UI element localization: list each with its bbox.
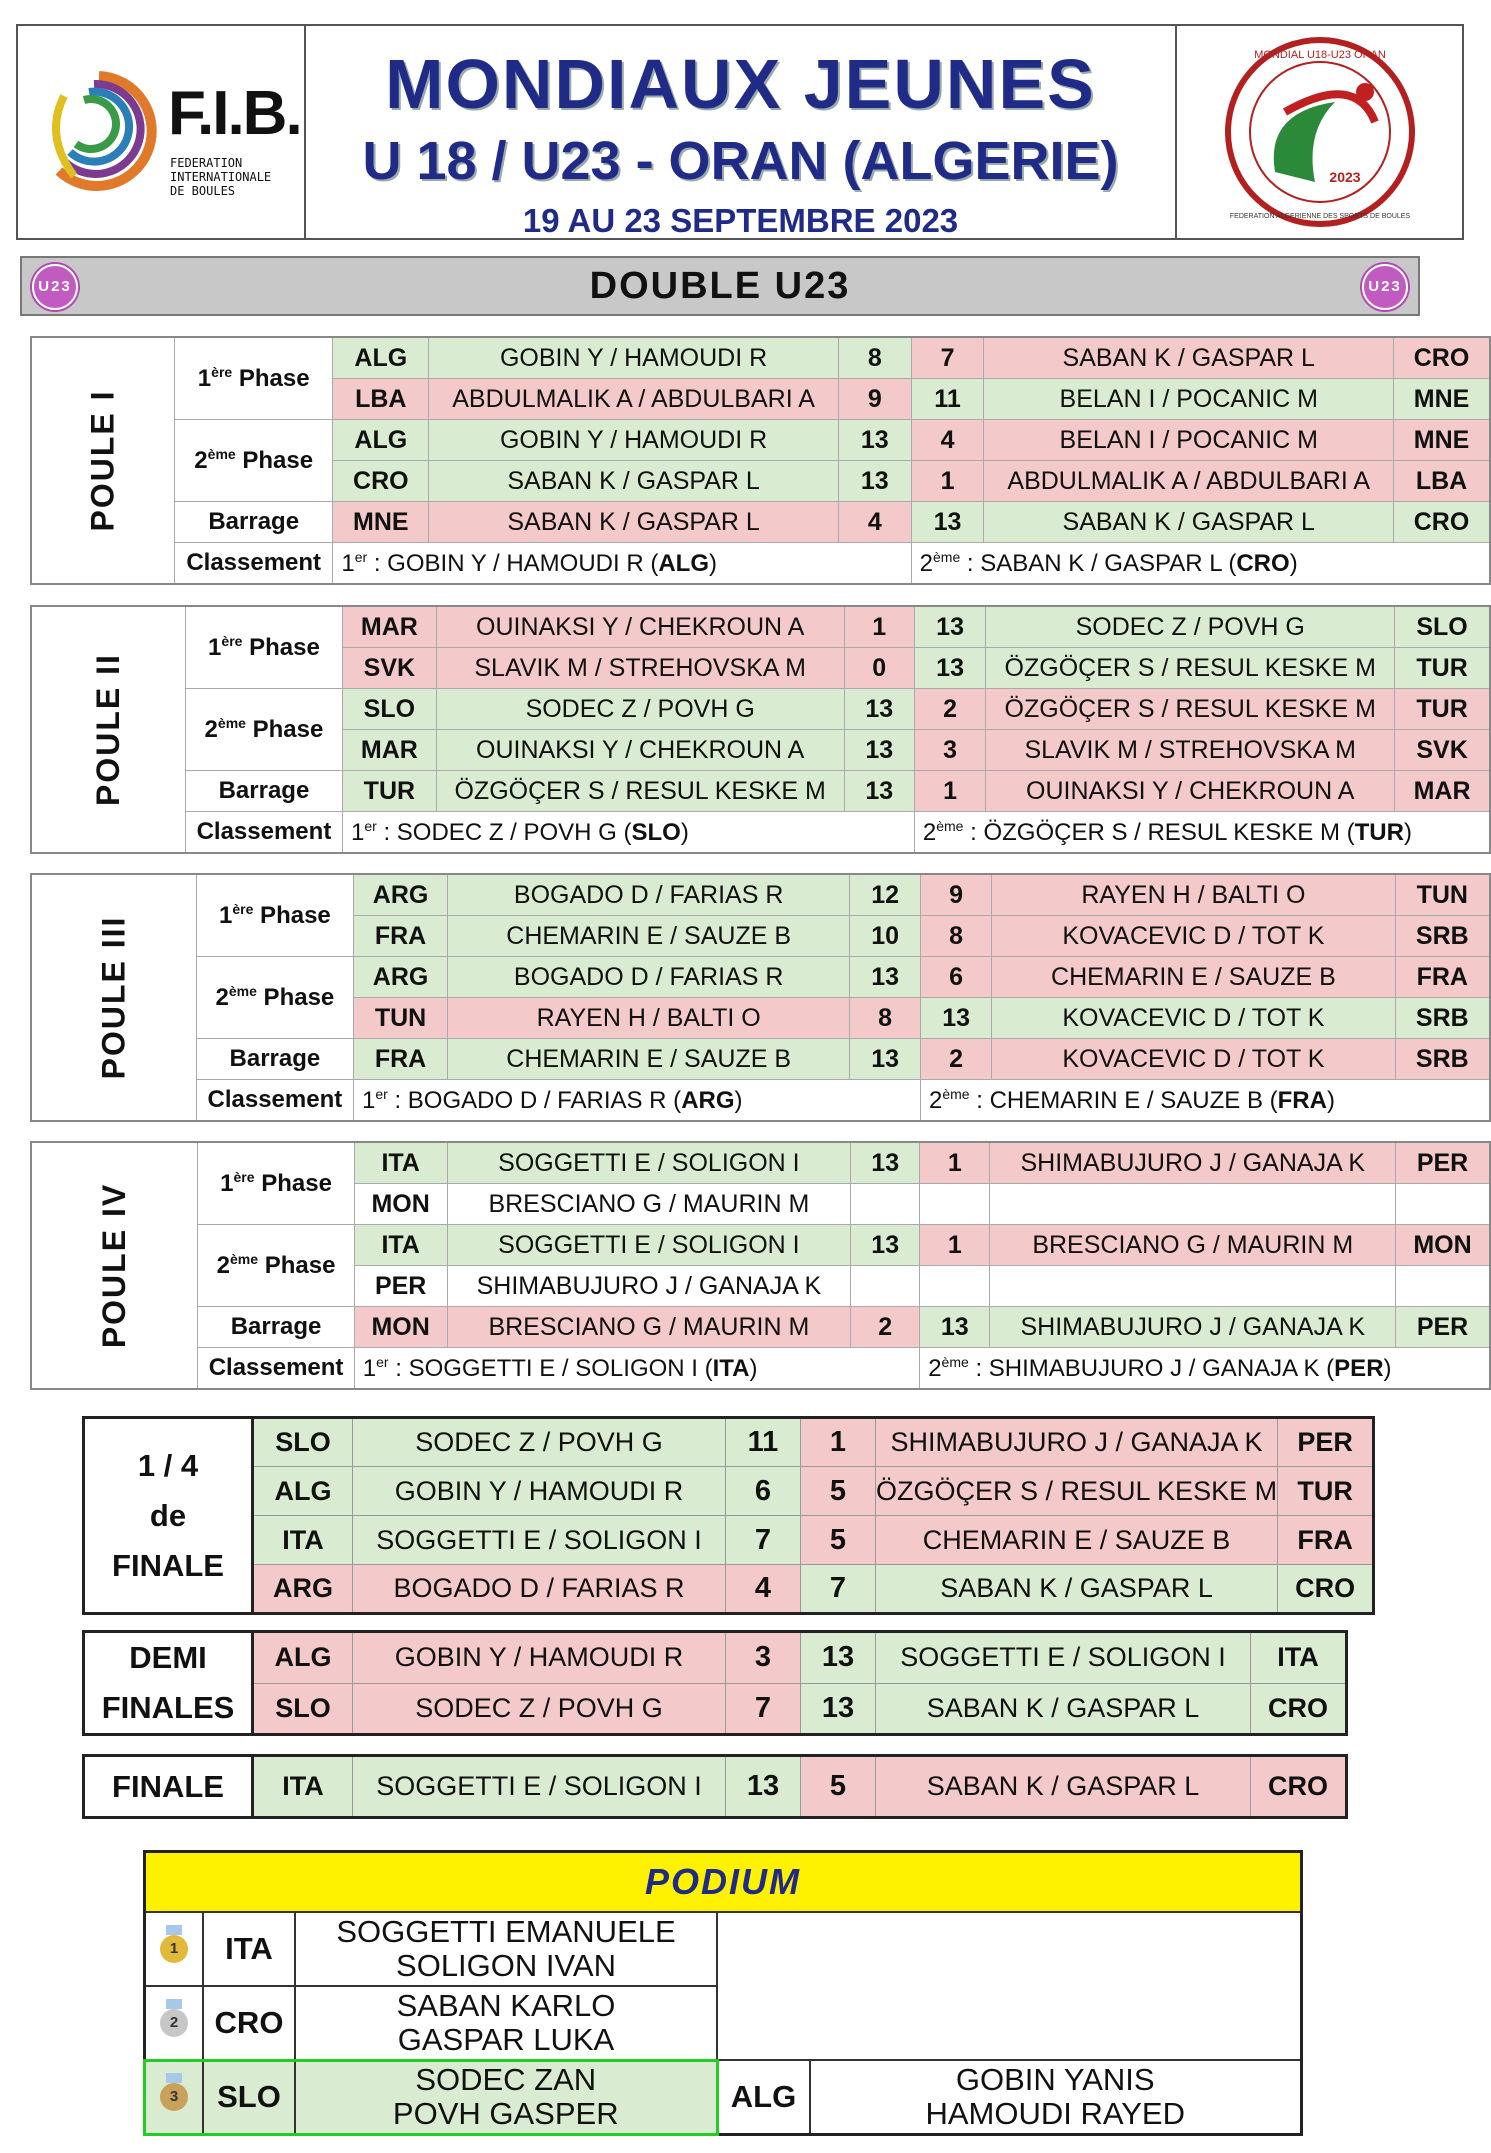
- team1-players: SHIMABUJURO J / GANAJA K: [447, 1266, 851, 1307]
- team1-country: LBA: [333, 379, 429, 420]
- round-label: 1 / 4 de FINALE: [84, 1418, 253, 1614]
- team1-country: ARG: [253, 1565, 353, 1614]
- team2-country: MNE: [1394, 379, 1490, 420]
- match-row: [84, 1516, 1374, 1565]
- team2-score: 1: [914, 771, 985, 812]
- team1-country: TUN: [353, 998, 447, 1039]
- event-logo-caption: MONDIAL U18-U23 ORAN: [1254, 49, 1386, 61]
- team1-country: MAR: [342, 606, 436, 648]
- team2-country: SRB: [1395, 998, 1490, 1039]
- team2-players: KOVACEVIC D / TOT K: [992, 998, 1395, 1039]
- team1-players: BOGADO D / FARIAS R: [448, 874, 850, 916]
- team2-players: RAYEN H / BALTI O: [992, 874, 1395, 916]
- match-row: [84, 1467, 1374, 1516]
- podium-country: CRO: [203, 1986, 295, 2060]
- final-table: [82, 1754, 1348, 1819]
- ranking-first: 1er : SOGGETTI E / SOLIGON I (ITA): [354, 1348, 919, 1390]
- team1-score: 2: [851, 1307, 920, 1348]
- team2-score: 1: [920, 1225, 990, 1266]
- team2-players: KOVACEVIC D / TOT K: [992, 1039, 1395, 1080]
- match-row: [84, 1632, 1347, 1684]
- team1-score: 10: [850, 916, 921, 957]
- ranking-first: 1er : GOBIN Y / HAMOUDI R (ALG): [333, 543, 911, 585]
- podium-row-gold: [145, 1912, 1302, 1986]
- team2-score: 1: [911, 461, 984, 502]
- team2-country: TUN: [1395, 874, 1490, 916]
- team1-players: RAYEN H / BALTI O: [448, 998, 850, 1039]
- team1-score: 13: [844, 730, 914, 771]
- team2-players: SABAN K / GASPAR L: [876, 1756, 1251, 1818]
- match-row: [31, 420, 1490, 461]
- team1-players: ÖZGÖÇER S / RESUL KESKE M: [436, 771, 844, 812]
- team1-score: 13: [726, 1756, 801, 1818]
- team2-score: 13: [914, 606, 985, 648]
- team1-score: 13: [844, 689, 914, 730]
- team1-country: SLO: [253, 1683, 353, 1735]
- phase-label: 2ème Phase: [175, 420, 333, 502]
- team1-score: [851, 1184, 920, 1225]
- team1-score: 7: [726, 1683, 801, 1735]
- category-title: DOUBLE U23: [589, 265, 851, 307]
- fib-logo-text: F.I.B.: [168, 79, 301, 148]
- team1-score: 0: [844, 648, 914, 689]
- match-row: [31, 337, 1490, 379]
- team1-country: ARG: [353, 874, 447, 916]
- team1-players: SOGGETTI E / SOLIGON I: [447, 1225, 851, 1266]
- team1-country: MON: [354, 1184, 447, 1225]
- team1-players: CHEMARIN E / SAUZE B: [448, 1039, 850, 1080]
- team1-score: 13: [844, 771, 914, 812]
- team2-score: [920, 1266, 990, 1307]
- team1-country: ARG: [353, 957, 447, 998]
- phase-label: 2ème Phase: [198, 1225, 354, 1307]
- event-logo-year: 2023: [1329, 169, 1361, 185]
- team1-country: ALG: [333, 420, 429, 461]
- team1-players: SABAN K / GASPAR L: [429, 502, 839, 543]
- team2-country: [1396, 1184, 1490, 1225]
- team1-score: 1: [844, 606, 914, 648]
- team1-score: 13: [850, 957, 921, 998]
- team1-country: PER: [354, 1266, 447, 1307]
- phase-label: 2ème Phase: [185, 689, 342, 771]
- match-row: [31, 606, 1490, 648]
- pool-name: POULE II: [31, 606, 185, 853]
- ranking-row: [31, 1080, 1490, 1122]
- team1-score: 12: [850, 874, 921, 916]
- team1-score: 13: [851, 1225, 920, 1266]
- team1-score: 4: [726, 1565, 801, 1614]
- pool-name: POULE IV: [31, 1142, 198, 1389]
- team1-players: SOGGETTI E / SOLIGON I: [353, 1516, 726, 1565]
- team1-score: 8: [838, 337, 911, 379]
- team2-country: PER: [1278, 1418, 1374, 1467]
- event-dates: 19 AU 23 SEPTEMBRE 2023: [522, 202, 959, 239]
- team2-players: KOVACEVIC D / TOT K: [992, 916, 1395, 957]
- team1-players: GOBIN Y / HAMOUDI R: [429, 337, 839, 379]
- team2-score: 11: [911, 379, 984, 420]
- semi-final-table: [82, 1630, 1348, 1736]
- team2-score: 1: [801, 1418, 876, 1467]
- classement-label: Classement: [175, 543, 333, 585]
- team1-country: FRA: [353, 1039, 447, 1080]
- team2-country: CRO: [1278, 1565, 1374, 1614]
- podium-title: PODIUM: [145, 1852, 1302, 1913]
- team1-players: GOBIN Y / HAMOUDI R: [353, 1467, 726, 1516]
- match-row: [84, 1756, 1347, 1818]
- podium-country: SLO: [203, 2060, 295, 2134]
- team1-country: ITA: [253, 1516, 353, 1565]
- team2-country: PER: [1396, 1142, 1490, 1184]
- team2-score: 3: [914, 730, 985, 771]
- team1-players: BOGADO D / FARIAS R: [448, 957, 850, 998]
- team2-country: CRO: [1251, 1756, 1347, 1818]
- team1-country: SVK: [342, 648, 436, 689]
- team2-score: 7: [801, 1565, 876, 1614]
- team2-players: [990, 1266, 1396, 1307]
- phase-label: 1ère Phase: [198, 1142, 354, 1225]
- team2-country: LBA: [1394, 461, 1490, 502]
- podium-players: SOGGETTI EMANUELE SOLIGON IVAN: [295, 1912, 717, 1986]
- pool-table: [30, 873, 1491, 1122]
- team1-players: SODEC Z / POVH G: [353, 1418, 726, 1467]
- ranking-first: 1er : BOGADO D / FARIAS R (ARG): [353, 1080, 920, 1122]
- team2-country: SVK: [1395, 730, 1490, 771]
- phase-label: 1ère Phase: [196, 874, 353, 957]
- team1-score: 3: [726, 1632, 801, 1684]
- team2-country: TUR: [1278, 1467, 1374, 1516]
- event-logo-federation: FEDERATION ALGERIENNE DES SPORTS DE BOULES: [1229, 213, 1411, 220]
- barrage-label: Barrage: [198, 1307, 354, 1348]
- team2-score: 5: [801, 1467, 876, 1516]
- team2-country: TUR: [1395, 689, 1490, 730]
- ranking-first: 1er : SODEC Z / POVH G (SLO): [342, 812, 914, 854]
- round-label: FINALE: [84, 1756, 253, 1818]
- team1-country: ALG: [333, 337, 429, 379]
- pool-table: [30, 605, 1491, 854]
- round-label: DEMI FINALES: [84, 1632, 253, 1735]
- team2-country: MNE: [1394, 420, 1490, 461]
- team1-score: 9: [838, 379, 911, 420]
- team2-score: 2: [914, 689, 985, 730]
- ranking-second: 2ème : SABAN K / GASPAR L (CRO): [911, 543, 1490, 585]
- team1-country: SLO: [342, 689, 436, 730]
- team1-country: MAR: [342, 730, 436, 771]
- event-title: MONDIAUX JEUNES: [385, 45, 1096, 123]
- barrage-label: Barrage: [175, 502, 333, 543]
- team2-score: 13: [801, 1632, 876, 1684]
- ranking-second: 2ème : ÖZGÖÇER S / RESUL KESKE M (TUR): [914, 812, 1490, 854]
- classement-label: Classement: [198, 1348, 354, 1390]
- team1-score: 13: [838, 461, 911, 502]
- team2-players: CHEMARIN E / SAUZE B: [876, 1516, 1278, 1565]
- event-emblem-icon: [1205, 32, 1435, 232]
- ranking-row: [31, 812, 1490, 854]
- category-title-bar: [20, 256, 1420, 316]
- team1-score: 11: [726, 1418, 801, 1467]
- pool-name: POULE III: [31, 874, 196, 1121]
- team2-score: 9: [920, 874, 991, 916]
- barrage-label: Barrage: [185, 771, 342, 812]
- team2-country: SRB: [1395, 1039, 1490, 1080]
- team2-players: SLAVIK M / STREHOVSKA M: [986, 730, 1395, 771]
- match-row: [31, 1039, 1490, 1080]
- team1-country: ITA: [253, 1756, 353, 1818]
- team2-score: 8: [920, 916, 991, 957]
- team1-players: SODEC Z / POVH G: [353, 1683, 726, 1735]
- team1-country: FRA: [353, 916, 447, 957]
- team2-players: BELAN I / POCANIC M: [984, 379, 1394, 420]
- quarter-final-table: [82, 1416, 1375, 1615]
- team2-players: ÖZGÖÇER S / RESUL KESKE M: [986, 648, 1395, 689]
- team1-players: CHEMARIN E / SAUZE B: [448, 916, 850, 957]
- team2-players: SOGGETTI E / SOLIGON I: [876, 1632, 1251, 1684]
- match-row: [84, 1565, 1374, 1614]
- team2-score: [920, 1184, 990, 1225]
- team2-country: [1396, 1266, 1490, 1307]
- team1-players: SOGGETTI E / SOLIGON I: [447, 1142, 851, 1184]
- team1-country: ITA: [354, 1142, 447, 1184]
- team2-players: BRESCIANO G / MAURIN M: [990, 1225, 1396, 1266]
- team2-country: CRO: [1394, 502, 1490, 543]
- pool-table: [30, 1141, 1491, 1390]
- ranking-row: [31, 1348, 1490, 1390]
- team1-players: BRESCIANO G / MAURIN M: [447, 1307, 851, 1348]
- team2-country: MON: [1396, 1225, 1490, 1266]
- team2-score: 1: [920, 1142, 990, 1184]
- team2-players: OUINAKSI Y / CHEKROUN A: [986, 771, 1395, 812]
- match-row: [31, 502, 1490, 543]
- team1-players: SOGGETTI E / SOLIGON I: [353, 1756, 726, 1818]
- team1-players: GOBIN Y / HAMOUDI R: [353, 1632, 726, 1684]
- pool-table: [30, 336, 1491, 585]
- u23-badge-right: U23: [1362, 264, 1408, 310]
- team1-players: ABDULMALIK A / ABDULBARI A: [429, 379, 839, 420]
- team2-score: 13: [920, 1307, 990, 1348]
- team1-country: SLO: [253, 1418, 353, 1467]
- event-logo: [1177, 26, 1462, 238]
- team1-country: TUR: [342, 771, 436, 812]
- match-row: [31, 1142, 1490, 1184]
- event-title-block: [306, 26, 1177, 238]
- team2-players: [990, 1184, 1396, 1225]
- team2-country: CRO: [1251, 1683, 1347, 1735]
- team1-country: ALG: [253, 1467, 353, 1516]
- match-row: [31, 689, 1490, 730]
- team2-country: SRB: [1395, 916, 1490, 957]
- team2-score: 13: [801, 1683, 876, 1735]
- match-row: [31, 1225, 1490, 1266]
- team1-score: 13: [850, 1039, 921, 1080]
- classement-label: Classement: [185, 812, 342, 854]
- team2-score: 4: [911, 420, 984, 461]
- team2-country: TUR: [1395, 648, 1490, 689]
- team1-country: ALG: [253, 1632, 353, 1684]
- team2-score: 7: [911, 337, 984, 379]
- team1-players: SODEC Z / POVH G: [436, 689, 844, 730]
- event-subtitle: U 18 / U23 - ORAN (ALGERIE): [362, 131, 1119, 191]
- match-row: [31, 771, 1490, 812]
- podium-players: SABAN KARLO GASPAR LUKA: [295, 1986, 717, 2060]
- team2-score: 5: [801, 1756, 876, 1818]
- team2-score: 13: [914, 648, 985, 689]
- team1-score: 7: [726, 1516, 801, 1565]
- team2-country: FRA: [1278, 1516, 1374, 1565]
- classement-label: Classement: [196, 1080, 353, 1122]
- team2-score: 13: [920, 998, 991, 1039]
- gold-medal-icon: 1: [160, 1935, 188, 1963]
- team1-country: ITA: [354, 1225, 447, 1266]
- team2-country: MAR: [1395, 771, 1490, 812]
- team1-players: OUINAKSI Y / CHEKROUN A: [436, 730, 844, 771]
- team2-players: SHIMABUJURO J / GANAJA K: [876, 1418, 1278, 1467]
- team2-players: ÖZGÖÇER S / RESUL KESKE M: [986, 689, 1395, 730]
- fib-emblem-icon: [34, 56, 164, 206]
- team2-country: PER: [1396, 1307, 1490, 1348]
- match-row: [31, 874, 1490, 916]
- barrage-label: Barrage: [196, 1039, 353, 1080]
- ranking-row: [31, 543, 1490, 585]
- team2-country: CRO: [1394, 337, 1490, 379]
- phase-label: 1ère Phase: [175, 337, 333, 420]
- team2-score: 13: [911, 502, 984, 543]
- team1-score: 13: [838, 420, 911, 461]
- team2-score: 6: [920, 957, 991, 998]
- team2-country: ITA: [1251, 1632, 1347, 1684]
- match-row: [31, 1307, 1490, 1348]
- phase-label: 2ème Phase: [196, 957, 353, 1039]
- team1-country: CRO: [333, 461, 429, 502]
- team2-score: 5: [801, 1516, 876, 1565]
- team1-score: [851, 1266, 920, 1307]
- ranking-second: 2ème : SHIMABUJURO J / GANAJA K (PER): [920, 1348, 1490, 1390]
- podium-players-bronze-2: GOBIN YANIS HAMOUDI RAYED: [810, 2060, 1302, 2134]
- team2-players: SABAN K / GASPAR L: [984, 502, 1394, 543]
- team1-players: BRESCIANO G / MAURIN M: [447, 1184, 851, 1225]
- podium-players: SODEC ZAN POVH GASPER: [295, 2060, 717, 2134]
- team2-players: SABAN K / GASPAR L: [876, 1565, 1278, 1614]
- team2-players: SABAN K / GASPAR L: [984, 337, 1394, 379]
- match-row: [31, 957, 1490, 998]
- phase-label: 1ère Phase: [185, 606, 342, 689]
- team2-players: SHIMABUJURO J / GANAJA K: [990, 1142, 1396, 1184]
- podium-country-bronze-2: ALG: [717, 2060, 810, 2134]
- team1-score: 6: [726, 1467, 801, 1516]
- match-row: [84, 1418, 1374, 1467]
- silver-medal-icon: 2: [160, 2009, 188, 2037]
- team2-players: BELAN I / POCANIC M: [984, 420, 1394, 461]
- fib-logo: [18, 26, 306, 238]
- team2-players: SHIMABUJURO J / GANAJA K: [990, 1307, 1396, 1348]
- team1-players: SLAVIK M / STREHOVSKA M: [436, 648, 844, 689]
- team1-players: OUINAKSI Y / CHEKROUN A: [436, 606, 844, 648]
- fib-logo-subtext: FEDERATION INTERNATIONALE DE BOULES: [170, 156, 272, 198]
- team1-players: GOBIN Y / HAMOUDI R: [429, 420, 839, 461]
- u23-badge-left: U23: [32, 264, 78, 310]
- team2-players: ÖZGÖÇER S / RESUL KESKE M: [876, 1467, 1278, 1516]
- ranking-second: 2ème : CHEMARIN E / SAUZE B (FRA): [920, 1080, 1490, 1122]
- team1-score: 8: [850, 998, 921, 1039]
- header: [16, 24, 1464, 240]
- team2-players: SODEC Z / POVH G: [986, 606, 1395, 648]
- pool-name: POULE I: [31, 337, 175, 584]
- team2-score: 2: [920, 1039, 991, 1080]
- team2-players: ABDULMALIK A / ABDULBARI A: [984, 461, 1394, 502]
- team1-players: BOGADO D / FARIAS R: [353, 1565, 726, 1614]
- team1-country: MNE: [333, 502, 429, 543]
- team1-players: SABAN K / GASPAR L: [429, 461, 839, 502]
- match-row: [84, 1683, 1347, 1735]
- podium-country: ITA: [203, 1912, 295, 1986]
- team2-players: CHEMARIN E / SAUZE B: [992, 957, 1395, 998]
- team2-players: SABAN K / GASPAR L: [876, 1683, 1251, 1735]
- team1-score: 13: [851, 1142, 920, 1184]
- team1-country: MON: [354, 1307, 447, 1348]
- team2-country: FRA: [1395, 957, 1490, 998]
- podium-row-bronze: [145, 2060, 1302, 2134]
- bronze-medal-icon: 3: [160, 2083, 188, 2111]
- team2-country: SLO: [1395, 606, 1490, 648]
- podium-table: [143, 1850, 1303, 2136]
- team1-score: 4: [838, 502, 911, 543]
